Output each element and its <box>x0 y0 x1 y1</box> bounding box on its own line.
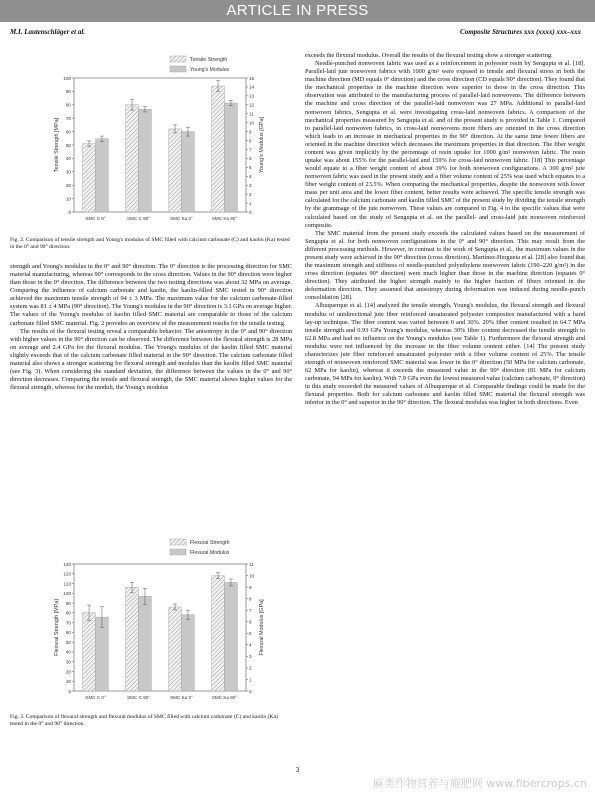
y-tick-label: 60 <box>65 129 71 135</box>
y-tick-label: 10 <box>65 679 71 685</box>
y2-tick-label: 10 <box>249 120 255 126</box>
bar <box>83 144 96 212</box>
y2-tick-label: 4 <box>249 174 252 180</box>
bar <box>96 139 109 212</box>
x-tick-label: SMC Ka 0° <box>170 695 193 700</box>
x-tick-label: SMC C 0° <box>85 695 106 700</box>
x-tick-label: SMC C 0° <box>85 216 106 221</box>
y-tick-label: 40 <box>65 649 71 655</box>
y-tick-label: 0 <box>68 688 71 694</box>
y2-tick-label: 3 <box>249 183 252 188</box>
paragraph: exceeds the flexural modulus. Overall the results of the flexural testing show a stronger scattering. <box>305 52 553 59</box>
y2-tick-label: 11 <box>249 111 254 117</box>
y-axis-label: Flexural Strength [MPa] <box>54 599 60 656</box>
x-tick-label: SMC Ka 0° <box>170 216 193 221</box>
y2-tick-label: 9 <box>249 584 252 590</box>
y-tick-label: 100 <box>63 591 71 597</box>
y2-tick-label: 3 <box>249 654 252 660</box>
y-tick-label: 110 <box>63 581 71 587</box>
x-tick-label: SMC Ka 90° <box>211 216 238 221</box>
y2-tick-label: 1 <box>249 677 252 683</box>
bar <box>169 129 182 212</box>
y2-axis-label: Young's Modulus [GPa] <box>259 117 265 173</box>
bar <box>225 582 238 691</box>
y-tick-label: 30 <box>65 169 71 175</box>
bar <box>225 103 238 212</box>
y2-axis-label: Flexural Modulus [GPa] <box>259 599 265 656</box>
article-in-press-banner: ARTICLE IN PRESS <box>0 0 595 22</box>
y2-tick-label: 14 <box>249 84 255 90</box>
y2-tick-label: 5 <box>249 165 252 171</box>
y-tick-label: 120 <box>63 571 71 577</box>
y2-tick-label: 12 <box>249 102 255 108</box>
x-tick-label: SMC C 90° <box>126 216 151 221</box>
paragraph: Needle-punched nonwoven fabric was used as a reinforcement in polyester resin by Sengupta et al. [18]. Parallel-laid jute nonwoven fabrics with 1000 g/m² were exposed to tensile and flexural stress in both the machine direction (MD equals 0° direction) and the cross direction (CD equals 90° direction). They found that the mechanical properties in the machine direction were superior to those in the cross direction. This observation was attributed to the manufacturing process of parallel-laid nonwovens. The difference between the machine and cross direction of the parallel-laid nonwoven was 27 MPa. Additional to parallel-laid nonwoven fabrics, Sengupta et al. were investigating cross-laid nonwoven fabrics. A comparison of the mechanical properties measured by Sengupta et al. and of the present study is provided in Table 1. Compared to parallel-laid nonwoven fabrics, in cross-laid nonwovens more fibers are oriented in the cross direction which leads to an increase in mechanical properties in the 90° direction. At the same time fewer fibers are oriented in the machine direction which decreases the maximum properties in that direction. The fiber weight content was given implicitly by the percentage of resin uptake for 1000 g/m² nonwoven fabric. The resin uptake was about 155% for the parallel-laid and 159% for cross-laid nonwoven fabric. [18] This percentage would equate to a fiber weight content of about 39% for both nonwoven configurations. A 300 g/m² jute nonwoven fabric was used in the present study and a fiber volume content of 25% was used which equates to a fiber weight content of 23.5%. When comparing the mechanical properties, despite the nonwoven with lower mass per unit area and the lower fiber content, better results were achieved. The specific tensile strength was calculated for the calcium carbonate and kaolin filled SMC of the present study by dividing the tensile strength by the grammage of the jute nonwoven. These values are compared in Fig. 4 to the specific values that were calculated based on the study of Sengupta et al. on the parallel- and cross-laid jute nonwoven reinforced composite. <box>305 60 585 229</box>
y2-tick-label: 6 <box>249 156 252 162</box>
y2-tick-label: 2 <box>249 191 252 197</box>
legend-swatch <box>170 66 186 72</box>
x-tick-label: SMC Ka 90° <box>211 695 238 700</box>
y-tick-label: 10 <box>65 196 71 202</box>
y-tick-label: 20 <box>65 669 71 675</box>
y2-tick-label: 6 <box>249 619 252 625</box>
y-axis-label: Tensile Strength [MPa] <box>54 117 60 173</box>
legend-label: Flexural Modulus <box>190 550 230 556</box>
paragraph: The SMC material from the present study exceeds the calculated values based on the measurement of Sengupta et al. for both nonwoven configurations in the 0° and 90° direction. This may result from the different processing methods. However, in contrast to the work of Sengupta et al., the maximum values in the present study were achieved in the 90° direction (cross direction). Martínez-Hergueta et al. [28] also found that the maximum strength and stiffness of needle-punched polyethylene nonwoven fabric (190–220 g/m²) in the cross direction (equates 90° direction) were much higher than those in the machine direction (equates 0° direction). They attributed the higher strength mainly to the higher fraction of fibers oriented in the deformation direction. They assumed that anisotropy during deformation was induced during needle-punch consolidation [28]. <box>305 229 585 302</box>
bar <box>96 617 109 691</box>
legend-label: Young's Modulus <box>190 67 230 73</box>
running-head-authors: M.I. Lautenschläger et al. <box>10 28 86 36</box>
y2-tick-label: 5 <box>249 631 252 637</box>
y-tick-label: 20 <box>65 183 71 188</box>
x-tick-label: SMC C 90° <box>126 695 151 700</box>
y2-tick-label: 4 <box>249 642 252 648</box>
figure-2-caption: Fig. 2. Comparison of tensile strength and Young's modulus of SMC filled with calcium carbonate (C) and kaolin (Ka) tested in the 0° and 90° direction. <box>10 237 290 251</box>
legend-label: Flexural Strength <box>190 540 230 546</box>
left-column-text <box>10 263 292 392</box>
bar <box>182 615 195 691</box>
figure-2-chart <box>10 52 292 236</box>
bar <box>169 607 182 691</box>
bar <box>126 105 139 212</box>
y2-tick-label: 9 <box>249 129 252 135</box>
y2-tick-label: 11 <box>249 561 254 567</box>
bar <box>182 132 195 212</box>
y2-tick-label: 0 <box>249 688 252 694</box>
y2-tick-label: 7 <box>249 607 252 613</box>
y2-tick-label: 8 <box>249 596 252 602</box>
y2-tick-label: 7 <box>249 147 252 153</box>
y-tick-label: 50 <box>65 639 71 645</box>
y2-tick-label: 0 <box>249 209 252 215</box>
bar <box>139 596 152 691</box>
y2-tick-label: 10 <box>249 573 255 579</box>
figure-3-chart <box>10 535 292 713</box>
y2-tick-label: 2 <box>249 665 252 671</box>
paragraph: The results of the flexural testing reveal a comparable behavior. The anisotropy in the 0° and 90° direction with higher values in the 90° direction can be observed. The difference between the flexural strength is 28 MPa on average and 2.4 GPa for the flexural modulus. The Young's modulus of the kaolin filled SMC material slightly exceeds that of the calcium carbonate filled material in the 90° direction. The calcium carbonate filled material also shows a stronger scattering for flexural strength and modulus than the kaolin filled SMC material (see Fig. 3). When considering the standard deviation, the difference between the values in the 0° and 90° direction decreases. Comparing the tensile and flexural strength, the SMC material shows higher values for the flexural strength, whereas for the moduli, the Young's modulus <box>10 327 292 392</box>
right-column-text <box>305 52 585 407</box>
y-tick-label: 0 <box>68 209 71 215</box>
y2-tick-label: 15 <box>249 75 255 81</box>
bar <box>212 576 225 691</box>
running-head-journal: Composite Structures xxx (xxxx) xxx–xxx <box>460 28 581 36</box>
legend-swatch <box>170 56 186 62</box>
y-tick-label: 70 <box>65 116 71 121</box>
paragraph: strength and Young's modulus in the 0° and 90° direction. The 0° direction is the processing direction for SMC material manufacturing, whereas 90° corresponds to the cross direction. Values in the 90° direction were higher than those in the 0° direction. The difference between the two testing directions was about 32 MPa on average. Comparing the influence of calcium carbonate and kaolin, the kaolin-filled SMC tested in 90° direction achieved the maximum tensile strength of 94 ± 3 MPa. The maximum value for the calcium carbonate-filled system was 81 ± 4 MPa (90° direction). The Young's modulus in the 90° direction is 3.1 GPa on average higher. The values of the Young's modulus of kaolin filled SMC material are comparable to those of the calcium carbonate filled SMC material. Fig. 2 provides an overview of the measurement results for the tensile testing. <box>10 263 292 327</box>
page-number: 3 <box>295 766 300 774</box>
y-tick-label: 90 <box>65 600 71 606</box>
y-tick-label: 30 <box>65 659 71 665</box>
y-tick-label: 130 <box>63 561 71 567</box>
y-tick-label: 50 <box>65 142 71 148</box>
y-tick-label: 100 <box>63 75 71 81</box>
legend-swatch <box>170 539 186 545</box>
y-tick-label: 80 <box>65 102 71 108</box>
y-tick-label: 90 <box>65 89 71 95</box>
y-tick-label: 60 <box>65 630 71 636</box>
bar <box>212 86 225 212</box>
y2-tick-label: 13 <box>249 93 255 99</box>
y2-tick-label: 1 <box>249 200 252 206</box>
paragraph: Albuquerque et al. [14] analyzed the tensile strength, Young's modulus, the flexural strength and flexural modulus of unidirectional jute fiber reinforced unsaturated polyester composites manufactured with a hand lay-up technique. The fiber content was varied between 0 and 30%. 20% fiber content resulted in 64.7 MPa tensile strength and 0.93 GPa Young's modulus, whereas 30% fiber content decreased the tensile strength to 62.8 MPa and had no influence on the Young's modulus (see Table 1). Furthermore the flexural strength and modulus were not influenced by the increase in the fiber volume content either. [14] The present study characterizes jute fiber reinforced unsaturated polyester with a fiber volume content of 25%. The tensile strength of nonwoven reinforced SMC material was lower in the 0° direction (50 MPa for calcium carbonate, 62 MPa for kaolin), whereas it exceeds the measured value in the 90° direction (81 MPa for calcium carbonate, 94 MPa for kaolin). With 7.9 GPa even the lowest measured value (calcium carbonate, 0° direction) in this study exceeded the measured values of Albuquerque et al. Comparable findings could be made for the flexural properties. Both for calcium carbonate and kaolin filled SMC material the flexural strength was inferior in the 0° and superior in the 90° direction. The flexural modulus was higher in both directions. Even <box>305 302 585 407</box>
bar <box>139 109 152 212</box>
y-tick-label: 80 <box>65 610 71 616</box>
y-tick-label: 70 <box>65 620 71 626</box>
bar <box>126 587 139 691</box>
watermark: 麻类作物营养与施肥网 www.fibercrops.cn <box>372 777 587 790</box>
figure-3-caption: Fig. 3. Comparison of flexural strength and flexural modulus of SMC filled with calcium carbonate (C) and kaolin (Ka) tested in the 0° and 90° direction. <box>10 714 278 728</box>
y-tick-label: 40 <box>65 156 71 162</box>
legend-label: Tensile Strength <box>190 57 228 63</box>
y2-tick-label: 8 <box>249 138 252 144</box>
legend-swatch <box>170 549 186 555</box>
bar <box>83 613 96 691</box>
